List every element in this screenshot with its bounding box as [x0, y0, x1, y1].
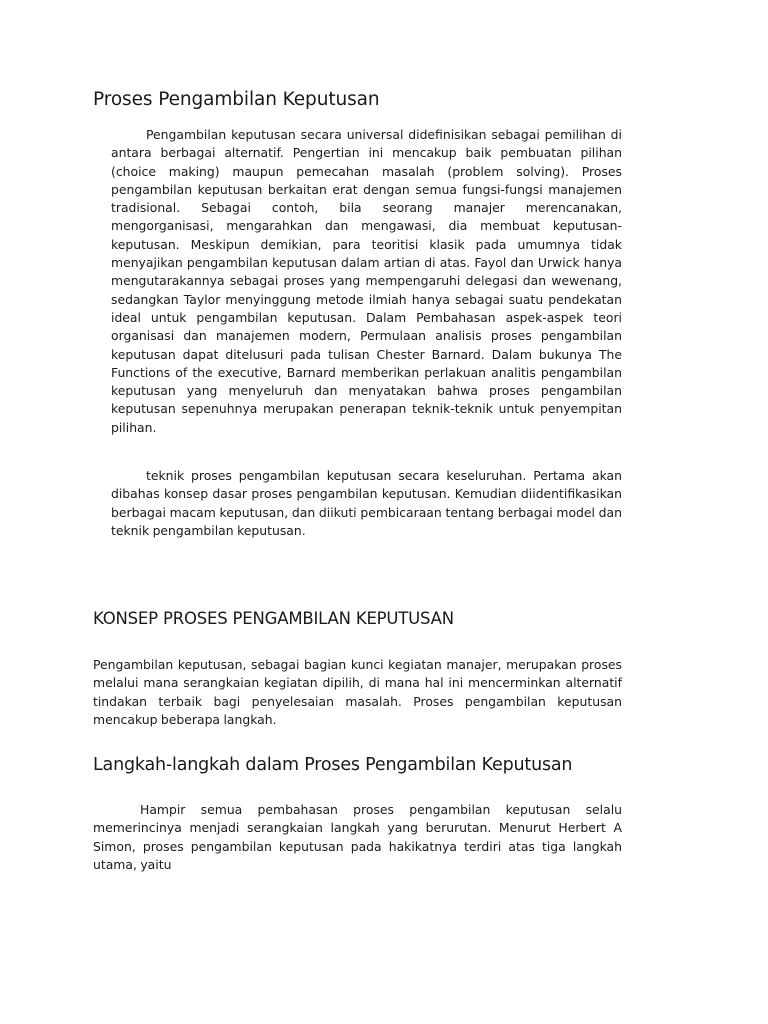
konsep-paragraph: Pengambilan keputusan, sebagai bagian kunci kegiatan manajer, merupakan proses melalui mana serangkaian kegiatan dipilih, di mana hal ini mencerminkan alternatif tindakan terbaik bagi penyelesaian masalah. Proses pengambilan keputusan mencakup beberapa langkah.: [93, 657, 622, 727]
intro-paragraph-2: teknik proses pengambilan keputusan secara keseluruhan. Pertama akan dibahas konsep dasar proses pengambilan keputusan. Kemudian diidentifikasikan berbagai macam keputusan, dan diikuti pembicaraan tentang berbagai model dan teknik pengambilan keputusan.: [111, 468, 622, 538]
section-heading-langkah: Langkah-langkah dalam Proses Pengambilan Keputusan: [93, 755, 573, 775]
intro-paragraph-1: Pengambilan keputusan secara universal didefinisikan sebagai pemilihan di antara berbagai alternatif. Pengertian ini mencakup baik pembuatan pilihan (choice making) maupun pemecahan masalah (problem solving). Proses pengambilan keputusan berkaitan erat dengan semua fungsi-fungsi manajemen tradisional. Sebagai contoh, bila seorang manajer merencanakan, mengorganisasi, mengarahkan dan mengawasi, dia membuat keputusan-keputusan. Meskipun demikian, para teoritisi klasik pada umumnya tidak menyajikan pengambilan keputusan dalam artian di atas. Fayol dan Urwick hanya mengutarakannya sebagai proses yang mempengaruhi delegasi dan wewenang, sedangkan Taylor menyinggung metode ilmiah hanya sebagai suatu pendekatan ideal untuk pengambilan keputusan. Dalam Pembahasan aspek-aspek teori organisasi dan manajemen modern, Permulaan analisis proses pengambilan keputusan dapat ditelusuri pada tulisan Chester Barnard. Dalam bukunya The Functions of the executive, Barnard memberikan perlakuan analitis pengambilan keputusan yang menyeluruh dan menyatakan bahwa proses pengambilan keputusan sepenuhnya merupakan penerapan teknik-teknik untuk penyempitan pilihan.: [111, 127, 622, 435]
document-title: Proses Pengambilan Keputusan: [93, 89, 380, 110]
langkah-paragraph: Hampir semua pembahasan proses pengambilan keputusan selalu memerincinya menjadi serangkaian langkah yang berurutan. Menurut Herbert A Simon, proses pengambilan keputusan pada hakikatnya terdiri atas tiga langkah utama, yaitu: [93, 802, 622, 872]
section-heading-konsep: KONSEP PROSES PENGAMBILAN KEPUTUSAN: [93, 609, 454, 628]
